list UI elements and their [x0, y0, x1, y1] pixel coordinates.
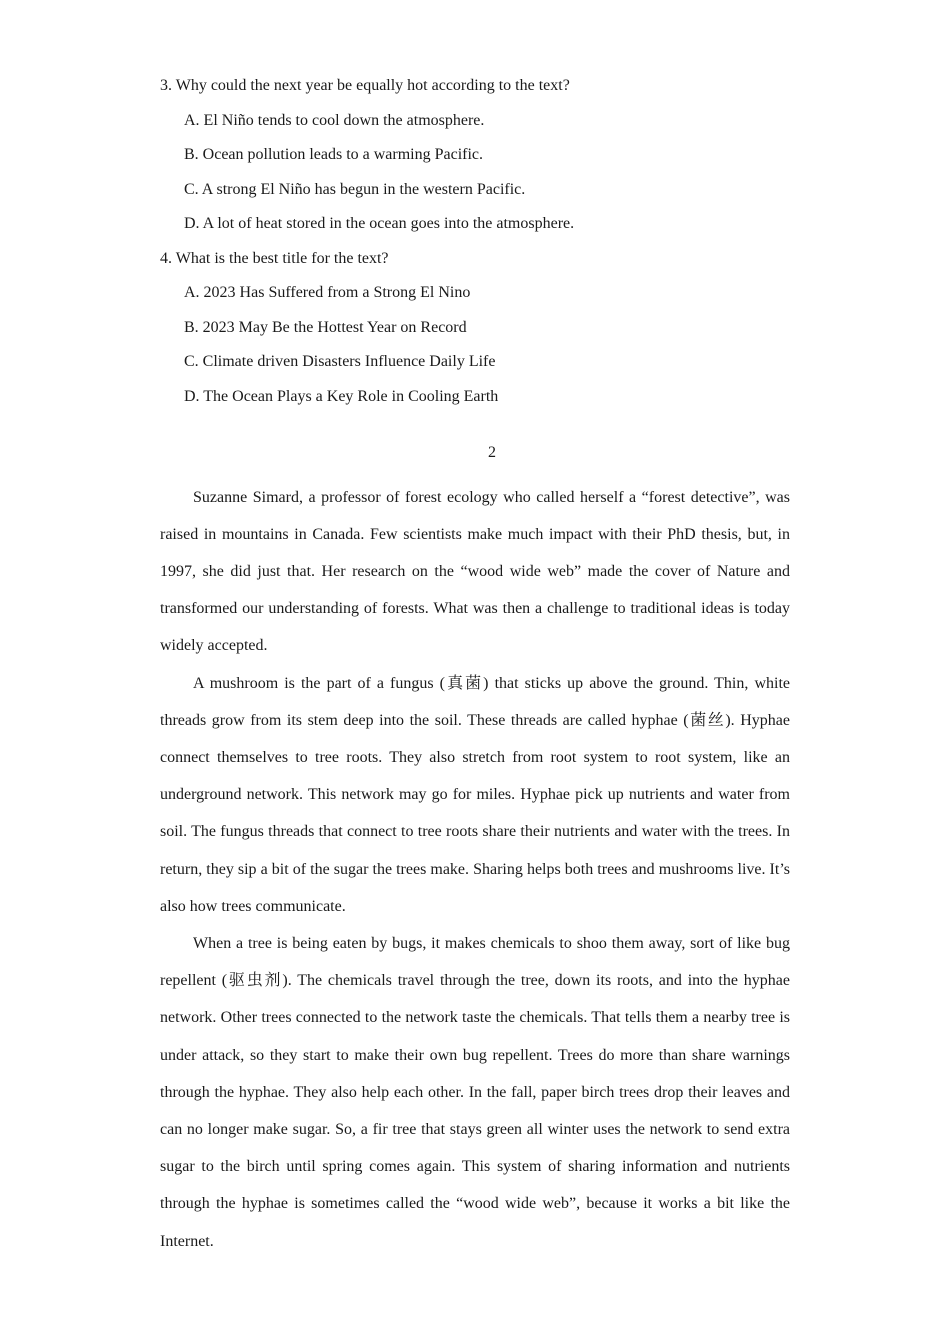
question-stem: 3. Why could the next year be equally hot according to the text?	[160, 77, 570, 94]
passage-paragraph: A mushroom is the part of a fungus (真菌) that sticks up above the ground. Thin, white threads grow from its stem deep into the soil. These threads are called hyphae (菌丝). Hyphae connect themselves to tree roots. They also stretch from root system to root system, like an underground network. This network may go for miles. Hyphae pick up nutrients and water from soil. The fungus threads that connect to tree roots share their nutrients and water with the trees. In return, they sip a bit of the sugar the trees make. Sharing helps both trees and mushrooms live. It’s also how trees communicate.	[160, 674, 790, 915]
option-b: B. 2023 May Be the Hottest Year on Record	[184, 318, 467, 336]
option-d: D. The Ocean Plays a Key Role in Cooling Earth	[184, 387, 499, 405]
passage-paragraph: Suzanne Simard, a professor of forest ecology who called herself a “forest detective”, was raised in mountains in Canada. Few scientists make much impact with their PhD thesis, but, in 1997, she did just that. Her research on the “wood wide web” made the cover of Nature and transformed our understanding of forests. What was then a challenge to traditional ideas is today widely accepted.	[160, 488, 790, 655]
section-number: 2	[488, 443, 496, 461]
option-a: A. El Niño tends to cool down the atmosphere.	[184, 111, 485, 129]
passage-paragraph: When a tree is being eaten by bugs, it makes chemicals to shoo them away, sort of like bug repellent (驱虫剂). The chemicals travel through the tree, down its roots, and into the hyphae network. Other trees connected to the network taste the chemicals. That tells them a nearby tree is under attack, so they start to make their own bug repellent. Trees do more than share warnings through the hyphae. They also help each other. In the fall, paper birch trees drop their leaves and can no longer make sugar. So, a fir tree that stays green all winter uses the network to send extra sugar to the birch until spring comes again. This system of sharing information and nutrients through the hyphae is sometimes called the “wood wide web”, because it works a bit like the Internet.	[160, 934, 790, 1250]
question-3	[160, 76, 790, 234]
option-d: D. A lot of heat stored in the ocean goes into the atmosphere.	[184, 215, 575, 232]
document-page	[160, 76, 790, 1260]
option-c: C. Climate driven Disasters Influence Daily Life	[184, 353, 496, 370]
option-a: A. 2023 Has Suffered from a Strong El Nino	[184, 284, 471, 301]
question-4	[160, 249, 790, 407]
reading-passage	[160, 479, 790, 1260]
question-stem: 4. What is the best title for the text?	[160, 249, 389, 267]
option-c: C. A strong El Niño has begun in the western Pacific.	[184, 180, 526, 198]
option-b: B. Ocean pollution leads to a warming Pacific.	[184, 146, 484, 163]
